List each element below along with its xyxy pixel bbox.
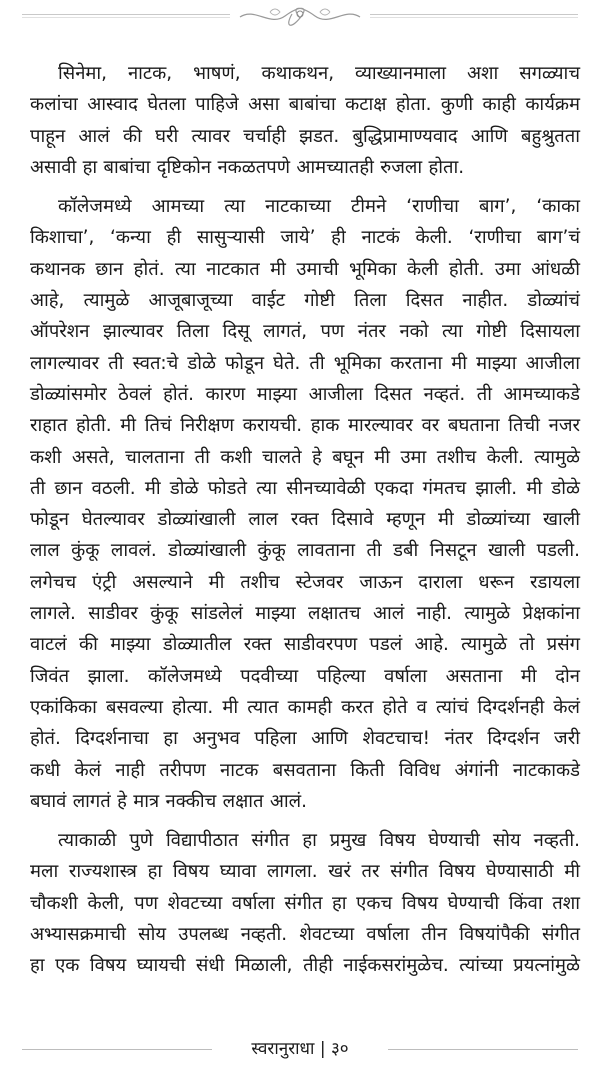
paragraph-2	[30, 191, 580, 817]
text-line: ती छान वठली. मी डोळे फोडते त्या सीनच्यावेळी एकदा गंमतच झाली. मी डोळे	[30, 477, 580, 499]
book-title: स्वरानुराधा	[251, 1039, 315, 1059]
text-line: कॉलेजमध्ये आमच्या त्या नाटकाच्या टीमने ‘राणीचा बाग’, ‘काका	[58, 196, 580, 218]
text-line: अभ्यासक्रमाची सोय उपलब्ध नव्हती. शेवटच्या वर्षाला तीन विषयांपैकी संगीत	[30, 924, 580, 946]
text-line: वाटलं की माझ्या डोळ्यातील रक्त साडीवरपण पडलं आहे. त्यामुळे तो प्रसंग	[30, 634, 580, 656]
text-line: कधी केलं नाही तरीपण नाटक बसवताना किती विविध अंगांनी नाटकाकडे	[30, 759, 580, 781]
text-line: राहात होती. मी तिचं निरीक्षण करायची. हाक मारल्यावर वर बघताना तिची नजर	[30, 415, 580, 437]
footer-separator: |	[319, 1039, 326, 1059]
text-line: सिनेमा, नाटक, भाषणं, कथाकथन, व्याख्यानमाला अशा सगळ्याच	[58, 63, 580, 84]
paragraph-1	[30, 58, 580, 183]
text-line: कथानक छान होतं. त्या नाटकात मी उमाची भूमिका केली होती. उमा आंधळी	[30, 258, 580, 280]
text-line: जिवंत झाला. कॉलेजमध्ये पदवीच्या पहिल्या वर्षाला असताना मी दोन	[30, 665, 580, 687]
text-line: त्याकाळी पुणे विद्यापीठात संगीत हा प्रमुख विषय घेण्याची सोय नव्हती.	[58, 830, 580, 852]
paragraph-3	[30, 825, 580, 981]
text-line: होतं. दिग्दर्शनाचा हा अनुभव पहिला आणि शेवटचाच! नंतर दिग्दर्शन जरी	[30, 728, 580, 750]
text-line: डोळ्यांसमोर ठेवलं होतं. कारण माझ्या आजीला दिसत नव्हतं. ती आमच्याकडे	[30, 383, 580, 405]
text-line: फोडून घेतल्यावर डोळ्यांखाली लाल रक्त दिसावे म्हणून मी डोळ्यांच्या खाली	[30, 509, 580, 531]
text-line: कलांचा आस्वाद घेतला पाहिजे असा बाबांचा कटाक्ष होता. कुणी काही कार्यक्रम	[30, 94, 580, 116]
text-line: एकांकिका बसवल्या होत्या. मी त्यात कामही करत होते व त्यांचं दिग्दर्शनही केलं	[30, 696, 580, 718]
text-line: लाल कुंकू लावलं. डोळ्यांखाली कुंकू लावताना ती डबी निसटून खाली पडली.	[30, 540, 580, 562]
text-line: कशी असते, चालताना ती कशी चालते हे बघून मी उमा तशीच केली. त्यामुळे	[30, 446, 580, 468]
body-text	[30, 58, 580, 990]
text-line: पाहून आलं की घरी त्यावर चर्चाही झडत. बुद्धिप्रामाण्यवाद आणि बहुश्रुतता	[30, 125, 580, 147]
text-line: असावी हा बाबांचा दृष्टिकोन नकळतपणे आमच्यातही रुजला होता.	[30, 156, 465, 178]
text-line: मला राज्यशास्त्र हा विषय घ्यावा लागला. खरं तर संगीत विषय घेण्यासाठी मी	[30, 861, 580, 883]
text-line: बघावं लागतं हे मात्र नक्कीच लक्षात आलं.	[30, 790, 307, 812]
text-line: ऑपरेशन झाल्यावर तिला दिसू लागतं, पण नंतर नको त्या गोष्टी दिसायला	[30, 321, 580, 343]
text-line: किशाचा’, ‘कन्या ही सासुऱ्यासी जाये’ ही नाटकं केली. ‘राणीचा बाग’चं	[30, 227, 580, 249]
page-number: ३०	[330, 1039, 349, 1059]
text-line: लागल्यावर ती स्वत:चे डोळे फोडून घेते. ती भूमिका करताना मी माझ्या आजीला	[30, 352, 580, 374]
text-line: लगेचच एंट्री असल्याने मी तशीच स्टेजवर जाऊन दाराला धरून रडायला	[30, 571, 580, 593]
text-line: आहे, त्यामुळे आजूबाजूच्या वाईट गोष्टी तिला दिसत नाहीत. डोळ्यांचं	[30, 290, 580, 312]
text-line: चौकशी केली, पण शेवटच्या वर्षाला संगीत हा एकच विषय घेण्याची किंवा तशा	[30, 892, 580, 914]
text-line: हा एक विषय घ्यायची संधी मिळाली, तीही नाईकसरांमुळेच. त्यांच्या प्रयत्नांमुळे	[30, 955, 580, 977]
text-line: लागले. साडीवर कुंकू सांडलेलं माझ्या लक्षातच आलं नाही. त्यामुळे प्रेक्षकांना	[30, 603, 580, 625]
header-ornament-icon	[230, 2, 370, 30]
page-footer	[0, 1036, 600, 1062]
